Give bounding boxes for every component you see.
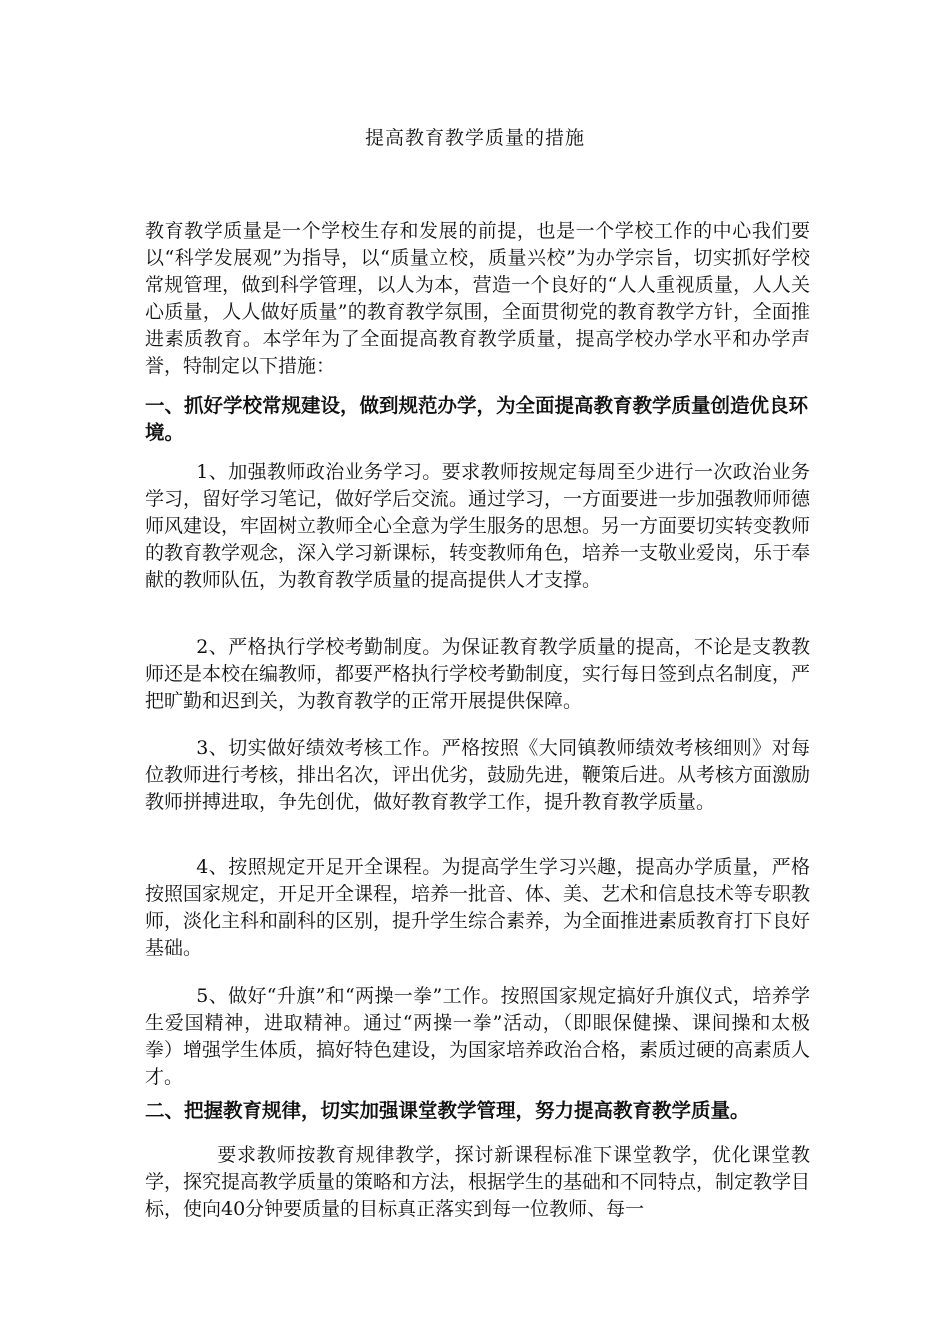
section-1-item-5: 5、做好“升旗”和“两操一拳”工作。按照国家规定搞好升旗仪式，培养学生爱国精神，进取精神。通过“两操一拳”活动，（即眼保健操、课间操和太极拳）增强学生体质，搞好特色建设，为国家培养政治合格，素质过硬的高素质人才。 [145,985,811,1088]
intro-paragraph: 教育教学质量是一个学校生存和发展的前提，也是一个学校工作的中心我们要以“科学发展观”为指导，以“质量立校，质量兴校”为办学宗旨，切实抓好学校常规管理，做到科学管理，以人为本，营造一个良好的“人人重视质量，人人关心质量，人人做好质量”的教育教学氛围，全面贯彻党的教育教学方针，全面推进素质教育。本学年为了全面提高教育教学质量，提高学校办学水平和办学声誉，特制定以下措施： [145,220,810,377]
section-2-heading: 二、把握教育规律，切实加强课堂教学管理，努力提高教育教学质量。 [145,1099,750,1122]
section-1-heading: 一、抓好学校常规建设，做到规范办学，为全面提高教育教学质量创造优良环境。 [145,394,809,444]
section-2-paragraph: 要求教师按教育规律教学，探讨新课程标准下课堂教学，优化课堂教学，探究提高教学质量的策略和方法，根据学生的基础和不同特点，制定教学目标，使向40分钟要质量的目标真正落实到每一位教师、每一 [145,1144,811,1220]
section-1-item-1: 1、加强教师政治业务学习。要求教师按规定每周至少进行一次政治业务学习，留好学习笔记，做好学后交流。通过学习，一方面要进一步加强教师师德师风建设，牢固树立教师全心全意为学生服务的思想。另一方面要切实转变教师的教育教学观念，深入学习新课标，转变教师角色，培养一支敬业爱岗，乐于奉献的教师队伍，为教育教学质量的提高提供人才支撑。 [145,461,811,591]
document-title: 提高教育教学质量的措施 [364,127,585,149]
section-1-item-2: 2、严格执行学校考勤制度。为保证教育教学质量的提高，不论是支教教师还是本校在编教师，都要严格执行学校考勤制度，实行每日签到点名制度，严把旷勤和迟到关，为教育教学的正常开展提供保障。 [145,636,811,712]
section-1-item-4: 4、按照规定开足开全课程。为提高学生学习兴趣，提高办学质量，严格按照国家规定，开足开全课程，培养一批音、体、美、艺术和信息技术等专职教师，淡化主科和副科的区别，提升学生综合素养，为全面推进素质教育打下良好基础。 [145,856,811,959]
section-1-item-3: 3、切实做好绩效考核工作。严格按照《大同镇教师绩效考核细则》对每位教师进行考核，排出名次，评出优劣，鼓励先进，鞭策后进。从考核方面激励教师拼搏进取，争先创优，做好教育教学工作，提升教育教学质量。 [145,737,811,813]
